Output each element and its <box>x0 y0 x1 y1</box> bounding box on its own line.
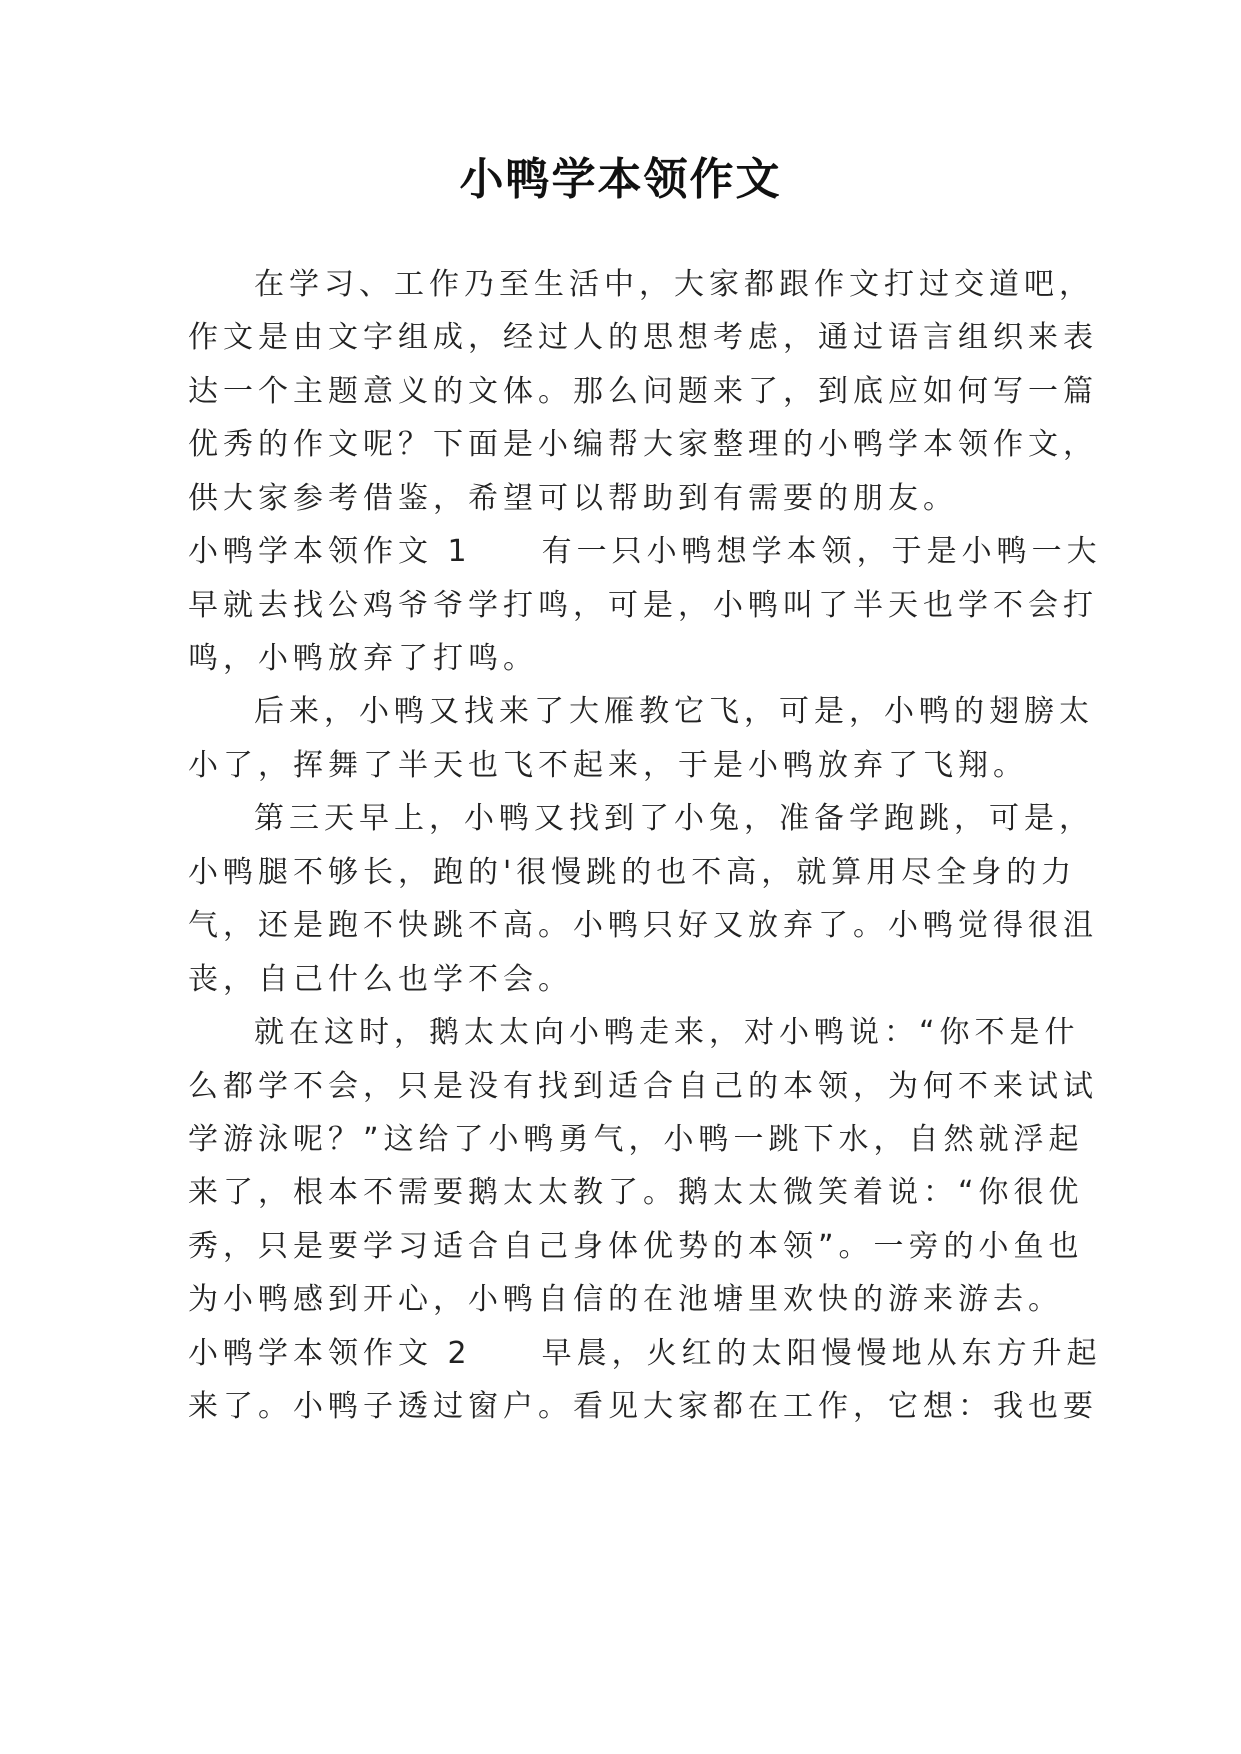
text-line: 么都学不会，只是没有找到适合自己的本领，为何不来试试 <box>188 1069 1098 1104</box>
text-line: 丧，自己什么也学不会。 <box>188 962 573 997</box>
text-line: 气，还是跑不快跳不高。小鸭只好又放弃了。小鸭觉得很沮 <box>188 908 1098 943</box>
text-line: 为小鸭感到开心，小鸭自信的在池塘里欢快的游来游去。 <box>188 1282 1063 1317</box>
text-line: 第三天早上，小鸭又找到了小兔，准备学跑跳，可是， <box>254 801 1094 836</box>
text-line: 在学习、工作乃至生活中，大家都跟作文打过交道吧， <box>254 267 1094 302</box>
text-line: 来了。小鸭子透过窗户。看见大家都在工作，它想：我也要 <box>188 1389 1098 1424</box>
text-line: 后来，小鸭又找来了大雁教它飞，可是，小鸭的翅膀太 <box>254 694 1094 729</box>
text-line: 小鸭学本领作文 2 早晨，火红的太阳慢慢地从东方升起 <box>188 1336 1102 1371</box>
text-line: 小了，挥舞了半天也飞不起来，于是小鸭放弃了飞翔。 <box>188 748 1028 783</box>
text-line: 作文是由文字组成，经过人的思想考虑，通过语言组织来表 <box>188 320 1098 355</box>
text-line: 秀，只是要学习适合自己身体优势的本领”。一旁的小鱼也 <box>188 1229 1084 1264</box>
text-line: 早就去找公鸡爷爷学打鸣，可是，小鸭叫了半天也学不会打 <box>188 588 1098 623</box>
text-line: 就在这时，鹅太太向小鸭走来，对小鸭说：“你不是什 <box>254 1015 1080 1050</box>
text-line: 达一个主题意义的文体。那么问题来了，到底应如何写一篇 <box>188 374 1098 409</box>
text-line: 学游泳呢？”这给了小鸭勇气，小鸭一跳下水，自然就浮起 <box>188 1122 1084 1157</box>
text-line: 鸣，小鸭放弃了打鸣。 <box>188 641 538 676</box>
text-line: 优秀的作文呢？下面是小编帮大家整理的小鸭学本领作文， <box>188 427 1098 462</box>
text-line: 供大家参考借鉴，希望可以帮助到有需要的朋友。 <box>188 481 958 516</box>
text-line: 小鸭学本领作文 1 有一只小鸭想学本领，于是小鸭一大 <box>188 534 1102 569</box>
document-title: 小鸭学本领作文 <box>459 154 782 205</box>
text-line: 小鸭腿不够长，跑的'很慢跳的也不高，就算用尽全身的力 <box>188 855 1077 890</box>
text-line: 来了，根本不需要鹅太太教了。鹅太太微笑着说：“你很优 <box>188 1175 1084 1210</box>
